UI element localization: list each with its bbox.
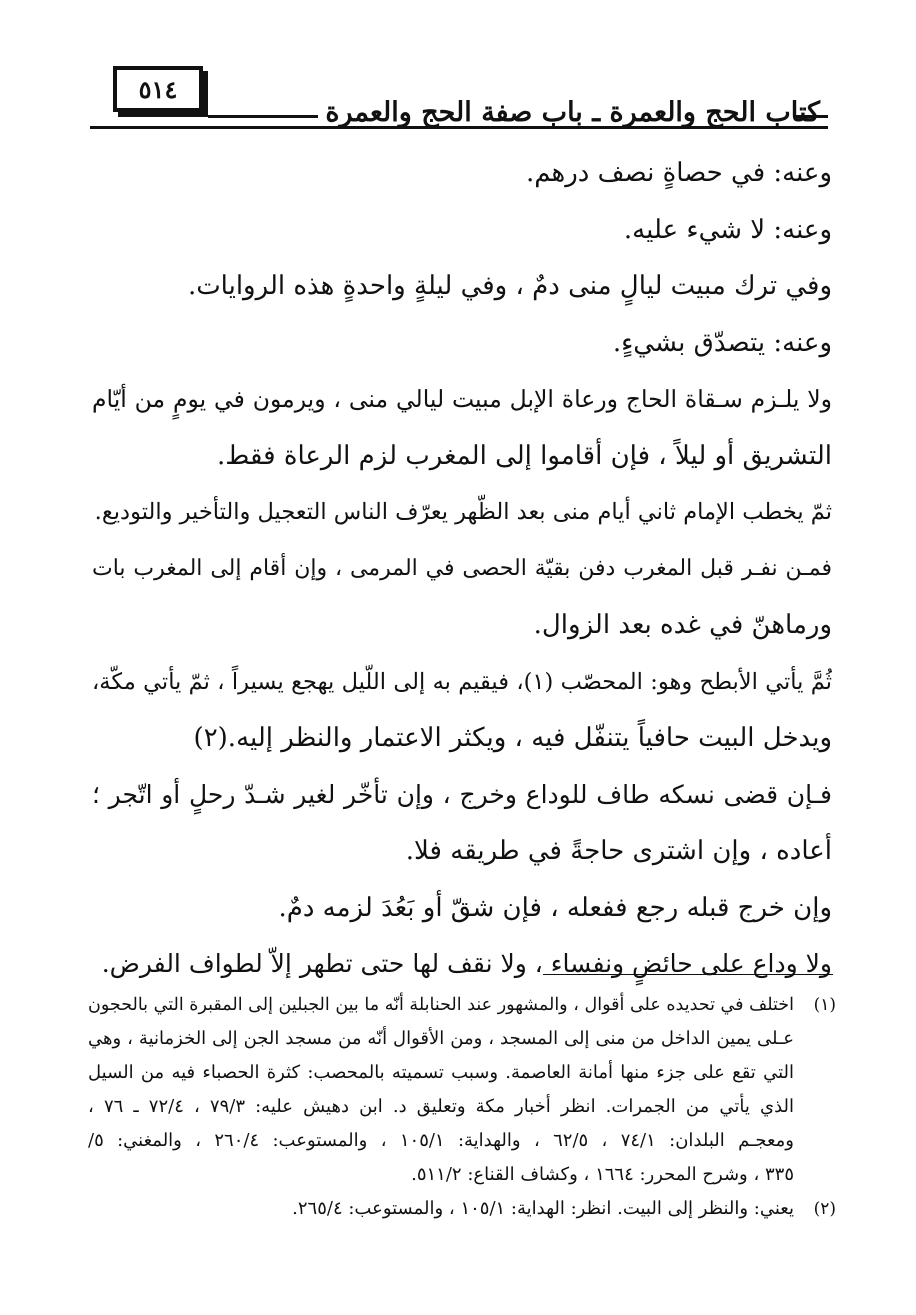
footnote-line: عـلى يمين الداخل من منى إلى المسجد ، ومن الأقوال أنّه من مسجد الجن إلى الخزمانية ، وهي — [88, 1028, 794, 1049]
text-line: ورماهنّ في غده بعد الزوال. — [533, 610, 832, 640]
header-dash-right — [794, 115, 828, 118]
text-line: ولا يلـزم سـقاة الحاج ورعاة الإبل مبيت ليالي منى ، ويرمون في يومٍ من أيّام — [92, 385, 832, 413]
footnote-line: الذي يأتي من الجمرات. انظر أخبار مكة وتعليق د. ابن دهيش عليه: ٧٩/٣ ، ٧٢/٤ ـ ٧٦ ، — [88, 1096, 794, 1117]
text-line: فمـن نفـر قبل المغرب دفن بقيّة الحصى في المرمى ، وإن أقام إلى المغرب بات — [92, 555, 832, 581]
page-number: ٥١٤ — [113, 66, 203, 112]
footnote-line: ومعجـم البلدان: ٧٤/١ ، ٦٢/٥ ، والهداية: ١٠٥/١ ، والمستوعب: ٢٦٠/٤ ، والمغني: ٥/ — [88, 1130, 794, 1151]
header-rule — [90, 126, 828, 129]
text-line: ويدخل البيت حافياً يتنفّل فيه ، ويكثر الاعتمار والنظر إليه.(٢) — [193, 723, 832, 753]
text-line: أعاده ، وإن اشترى حاجةً في طريقه فلا. — [405, 836, 832, 866]
footnote-2 — [88, 1192, 836, 1226]
text-line: فـإن قضى نسكه طاف للوداع وخرج ، وإن تأخّر لغير شـدّ رحلٍ أو اتّجر ؛ — [92, 779, 832, 809]
footnote-1 — [88, 988, 836, 1192]
footnote-number: (١) — [813, 995, 836, 1015]
main-text — [92, 145, 832, 993]
footnote-line: ٣٣٥ ، وشرح المحرر: ١٦٦٤ ، وكشاف القناع: ٥١١/٢. — [411, 1164, 794, 1185]
running-header — [90, 88, 828, 128]
text-line: ثُمَّ يأتي الأبطح وهو: المحصّب (١)، فيقيم به إلى اللّيل يهجع يسيراً ، ثمّ يأتي مكّة، — [92, 668, 832, 695]
footnote-line: التي تقع على جزء منها أمانة العاصمة. وسبب تسميته بالمحصب: كثرة الحصباء فيه من السيل — [88, 1062, 794, 1083]
running-title: كتاب الحج والعمرة ـ باب صفة الحج والعمرة — [325, 97, 820, 128]
text-line: التشريق أو ليلاً ، فإن أقاموا إلى المغرب لزم الرعاة فقط. — [217, 440, 832, 471]
text-line: وإن خرج قبله رجع ففعله ، فإن شقّ أو بَعُدَ لزمه دمٌ. — [278, 892, 832, 923]
footnote-line: اختلف في تحديده على أقوال ، والمشهور عند الحنابلة أنّه ما بين الجبلين إلى المقبرة التي بالحجون — [88, 995, 794, 1015]
text-line: وعنه: في حصاةٍ نصف درهم. — [525, 158, 832, 188]
text-line: وعنه: لا شيء عليه. — [623, 214, 832, 245]
text-line: ثمّ يخطب الإمام ثاني أيام منى بعد الظّهر يعرّف الناس التعجيل والتأخير والتوديع. — [94, 499, 832, 525]
footnote-number: (٢) — [813, 1199, 836, 1219]
text-line: ولا وداع على حائضٍ ونفساء ، ولا نقف لها حتى تطهر إلاّ لطواف الفرض. — [101, 949, 832, 978]
footnotes — [88, 988, 836, 1226]
text-line: وعنه: يتصدّق بشيءٍ. — [612, 327, 832, 358]
footnote-line: يعني: والنظر إلى البيت. انظر: الهداية: ١٠٥/١ ، والمستوعب: ٢٦٥/٤. — [292, 1198, 794, 1219]
header-dash-left — [208, 115, 318, 118]
footnote-rule — [543, 974, 833, 975]
text-line: وفي ترك مبيت ليالٍ منى دمٌ ، وفي ليلةٍ واحدةٍ هذه الروايات. — [187, 271, 832, 301]
